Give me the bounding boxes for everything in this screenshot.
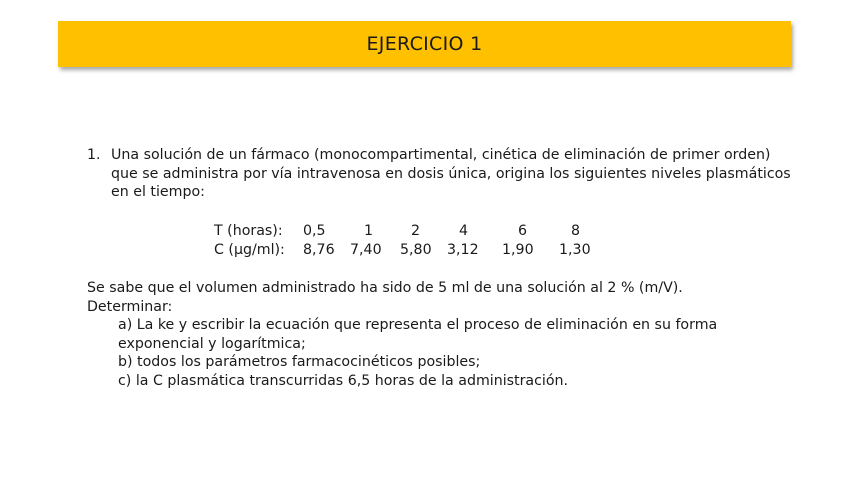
concentration-value: 3,12 [447, 241, 479, 258]
time-value: 6 [518, 223, 528, 239]
time-row [214, 222, 599, 241]
page-title: EJERCICIO 1 [366, 33, 483, 55]
task-item-a: a) La ke y escribir la ecuación que representa el proceso de eliminación en su forma exponencial y logarítmica; [118, 317, 718, 352]
determine-heading: Determinar: [87, 298, 173, 315]
time-value: 2 [411, 223, 421, 239]
statement-block [87, 279, 807, 390]
task-item-b: b) todos los parámetros farmacocinéticos posibles; [118, 354, 481, 370]
problem-block [87, 146, 807, 202]
time-value: 8 [571, 223, 581, 239]
concentration-value: 1,30 [559, 241, 591, 258]
task-item-c: c) la C plasmática transcurridas 6,5 horas de la administración. [118, 372, 569, 389]
statement-line: Se sabe que el volumen administrado ha sido de 5 ml de una solución al 2 % (m/V). [87, 280, 683, 296]
problem-item [87, 146, 807, 202]
time-value: 4 [459, 223, 469, 239]
concentration-value: 8,76 [303, 241, 335, 258]
concentration-label: C (µg/ml): [214, 241, 285, 258]
problem-number: 1. [87, 147, 101, 163]
concentration-row [214, 241, 599, 260]
time-label: T (horas): [214, 223, 283, 239]
time-value: 1 [364, 223, 374, 239]
concentration-value: 1,90 [502, 241, 534, 258]
problem-text: Una solución de un fármaco (monocompartimental, cinética de eliminación de primer orden) que se administra por vía intravenosa en dosis única, origina los siguientes niveles plasmáticos en el tiempo: [111, 147, 791, 200]
time-value: 0,5 [303, 223, 326, 239]
concentration-value: 7,40 [350, 241, 382, 258]
concentration-value: 5,80 [400, 241, 432, 258]
title-banner [58, 21, 791, 67]
task-list [118, 316, 807, 390]
plasma-levels-table [214, 222, 599, 259]
